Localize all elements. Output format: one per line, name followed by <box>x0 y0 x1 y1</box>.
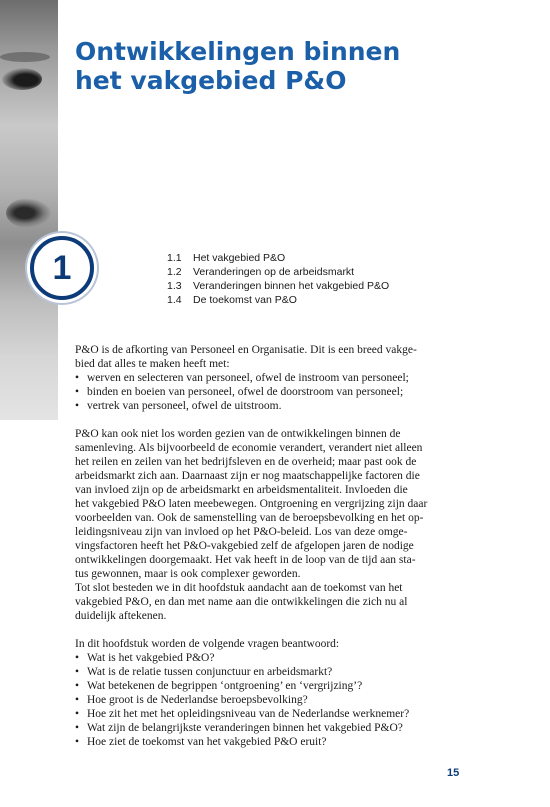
question-item: • Hoe zit het met het opleidingsniveau van de Nederlandse werknemer? <box>75 707 480 721</box>
text-line: leidingsniveau zijn van invloed op het P&O-beleid. Los van deze omge- <box>75 526 408 538</box>
question-item: • Wat zijn de belangrijkste veranderingen binnen het vakgebied P&O? <box>75 721 480 735</box>
toc-item-label: Veranderingen op de arbeidsmarkt <box>193 266 355 278</box>
toc-item-number: 1.2 <box>167 266 182 278</box>
text-line: Tot slot besteden we in dit hoofdstuk aandacht aan de toekomst van het <box>75 582 403 594</box>
question-item: • Wat betekenen de begrippen ‘ontgroening’ en ‘vergrijzing’? <box>75 679 480 693</box>
toc-item-label: Het vakgebied P&O <box>193 252 286 264</box>
toc-item <box>167 293 389 307</box>
body-text <box>75 343 480 749</box>
text-line: voorbeelden van. Ook de samenstelling van de beroepsbevolking en het op- <box>75 512 424 524</box>
face-photo <box>0 0 58 420</box>
questions-list <box>75 651 480 749</box>
context-paragraph <box>75 427 480 623</box>
eye-shape <box>2 68 42 90</box>
text-line: vakgebied P&O, en dan met name aan die ontwikkelingen die zich nu al <box>75 596 408 608</box>
question-item: • Hoe ziet de toekomst van het vakgebied P&O eruit? <box>75 735 480 749</box>
text-line: duidelijk aftekenen. <box>75 610 167 622</box>
eyebrow-shape <box>0 52 50 62</box>
paragraph-gap <box>75 623 480 637</box>
toc-item <box>167 251 389 265</box>
questions-section <box>75 637 480 749</box>
list-item: • vertrek van personeel, ofwel de uitstroom. <box>75 399 480 413</box>
text-line: tus gewonnen, maar is ook complexer geworden. <box>75 568 301 580</box>
list-item: • werven en selecteren van personeel, ofwel de instroom van personeel; <box>75 371 480 385</box>
toc-item <box>167 265 389 279</box>
text-line: vingsfactoren heeft het P&O-vakgebied zelf de afgelopen jaren de nodige <box>75 540 414 552</box>
question-item: • Hoe groot is de Nederlandse beroepsbevolking? <box>75 693 480 707</box>
toc-item-label: Veranderingen binnen het vakgebied P&O <box>193 280 390 292</box>
questions-intro: In dit hoofdstuk worden de volgende vragen beantwoord: <box>75 638 340 650</box>
text-line: ontwikkelingen doorgemaakt. Het vak heeft in de loop van de tijd aan sta- <box>75 554 416 566</box>
text-line: het vakgebied P&O laten meebewegen. Ontgroening en vergrijzing zijn daar <box>75 498 428 510</box>
question-item: • Wat is de relatie tussen conjunctuur en arbeidsmarkt? <box>75 665 480 679</box>
toc-item-label: De toekomst van P&O <box>193 294 297 306</box>
mouth-shape <box>6 198 52 228</box>
chapter-contents-list <box>167 251 389 307</box>
intro-paragraph <box>75 343 480 413</box>
toc-item-number: 1.3 <box>167 280 182 292</box>
chapter-title-line: het vakgebied P&O <box>75 66 347 95</box>
toc-item-number: 1.1 <box>167 252 182 264</box>
toc-item-number: 1.4 <box>167 294 182 306</box>
question-item: • Wat is het vakgebied P&O? <box>75 651 480 665</box>
page-number: 15 <box>447 767 460 779</box>
chapter-number-badge <box>30 236 94 300</box>
text-line: bied dat alles te maken heeft met: <box>75 358 230 370</box>
chapter-title <box>75 37 515 95</box>
text-line: arbeidsmarkt zich aan. Daarnaast zijn er nog maatschappelijke factoren die <box>75 470 420 482</box>
text-line: samenleving. Als bijvoorbeeld de economie verandert, verandert niet alleen <box>75 442 423 454</box>
paragraph-gap <box>75 413 480 427</box>
toc-item <box>167 279 389 293</box>
chapter-title-line: Ontwikkelingen binnen <box>75 37 401 66</box>
chapter-number: 1 <box>52 248 72 287</box>
text-line: P&O is de afkorting van Personeel en Organisatie. Dit is een breed vakge- <box>75 344 417 356</box>
text-line: van invloed zijn op de arbeidsmarkt en arbeidsmentaliteit. Invloeden die <box>75 484 408 496</box>
intro-bullet-list <box>75 371 480 413</box>
text-line: P&O kan ook niet los worden gezien van de ontwikkelingen binnen de <box>75 428 401 440</box>
list-item: • binden en boeien van personeel, ofwel de doorstroom van personeel; <box>75 385 480 399</box>
text-line: het reilen en zeilen van het bedrijfsleven en de overheid; maar past ook de <box>75 456 417 468</box>
